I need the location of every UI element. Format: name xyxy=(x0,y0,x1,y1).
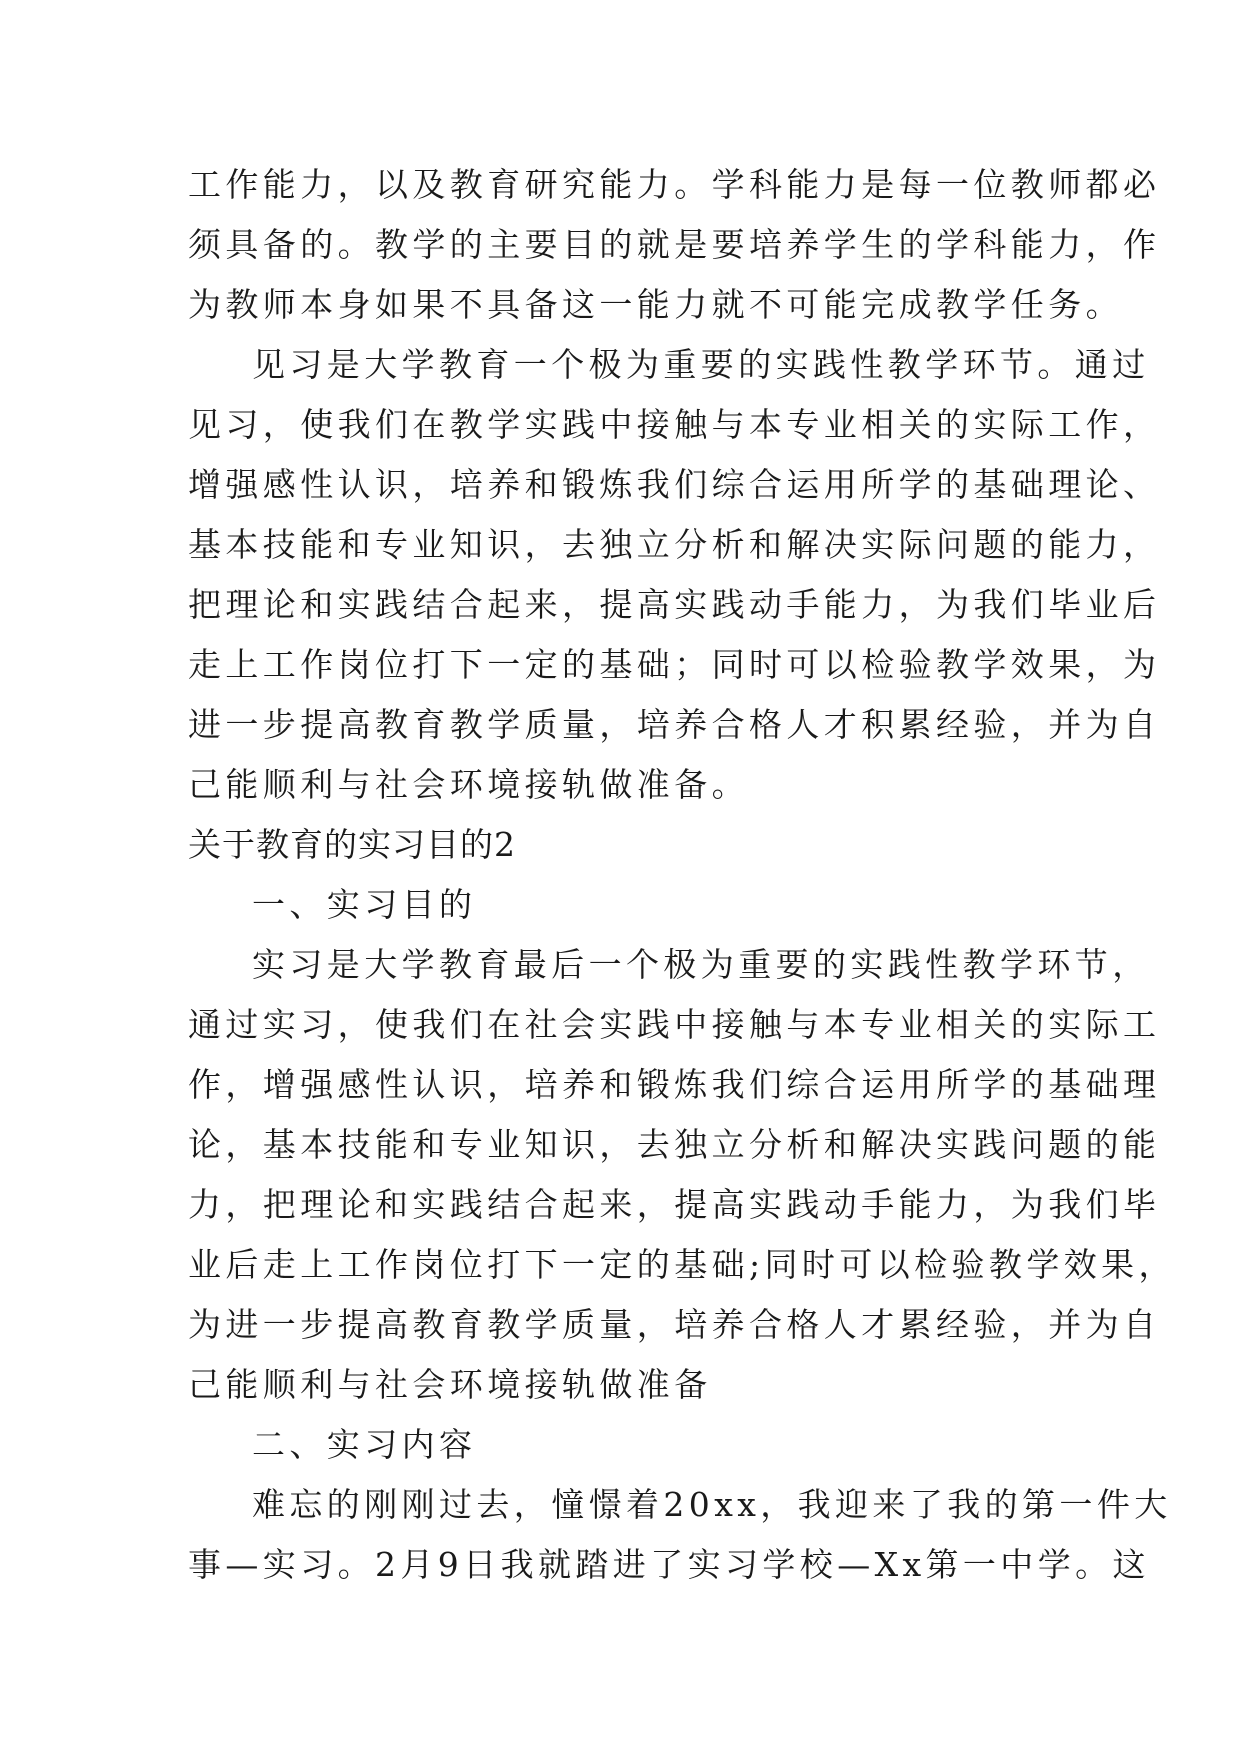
paragraph-line: 业后走上工作岗位打下一定的基础;同时可以检验教学效果， xyxy=(188,1245,1176,1284)
paragraph-line: 工作能力，以及教育研究能力。学科能力是每一位教师都必 xyxy=(188,165,1161,204)
paragraph-line: 走上工作岗位打下一定的基础；同时可以检验教学效果，为 xyxy=(188,645,1161,684)
paragraph-line: 为进一步提高教育教学质量，培养合格人才累经验，并为自 xyxy=(188,1305,1161,1344)
paragraph-line: 进一步提高教育教学质量，培养合格人才积累经验，并为自 xyxy=(188,705,1161,744)
paragraph-line: 基本技能和专业知识，去独立分析和解决实际问题的能力， xyxy=(188,525,1161,564)
paragraph-line: 见习是大学教育一个极为重要的实践性教学环节。通过 xyxy=(252,345,1150,384)
document-body xyxy=(188,155,1176,1595)
paragraph-line: 增强感性认识，培养和锻炼我们综合运用所学的基础理论、 xyxy=(188,465,1161,504)
paragraph-line: 把理论和实践结合起来，提高实践动手能力，为我们毕业后 xyxy=(188,585,1161,624)
section-title: 关于教育的实习目的2 xyxy=(188,825,516,864)
paragraph-line: 见习，使我们在教学实践中接触与本专业相关的实际工作， xyxy=(188,405,1161,444)
paragraph-line: 难忘的刚刚过去，憧憬着20xx，我迎来了我的第一件大 xyxy=(252,1485,1172,1524)
paragraph-line: 作，增强感性认识，培养和锻炼我们综合运用所学的基础理 xyxy=(188,1065,1161,1104)
paragraph-line: 事—实习。2月9日我就踏进了实习学校—Xx第一中学。这 xyxy=(188,1545,1150,1584)
paragraph-line: 通过实习，使我们在社会实践中接触与本专业相关的实际工 xyxy=(188,1005,1161,1044)
paragraph-line: 实习是大学教育最后一个极为重要的实践性教学环节， xyxy=(252,945,1150,984)
subsection-heading: 一、实习目的 xyxy=(252,885,477,924)
subsection-heading: 二、实习内容 xyxy=(252,1425,477,1464)
paragraph-line: 己能顺利与社会环境接轨做准备。 xyxy=(188,765,749,804)
paragraph-line: 力，把理论和实践结合起来，提高实践动手能力，为我们毕 xyxy=(188,1185,1161,1224)
paragraph-line: 己能顺利与社会环境接轨做准备 xyxy=(188,1365,712,1404)
paragraph-line: 论，基本技能和专业知识，去独立分析和解决实践问题的能 xyxy=(188,1125,1161,1164)
paragraph-line: 须具备的。教学的主要目的就是要培养学生的学科能力，作 xyxy=(188,225,1161,264)
paragraph-line: 为教师本身如果不具备这一能力就不可能完成教学任务。 xyxy=(188,285,1123,324)
